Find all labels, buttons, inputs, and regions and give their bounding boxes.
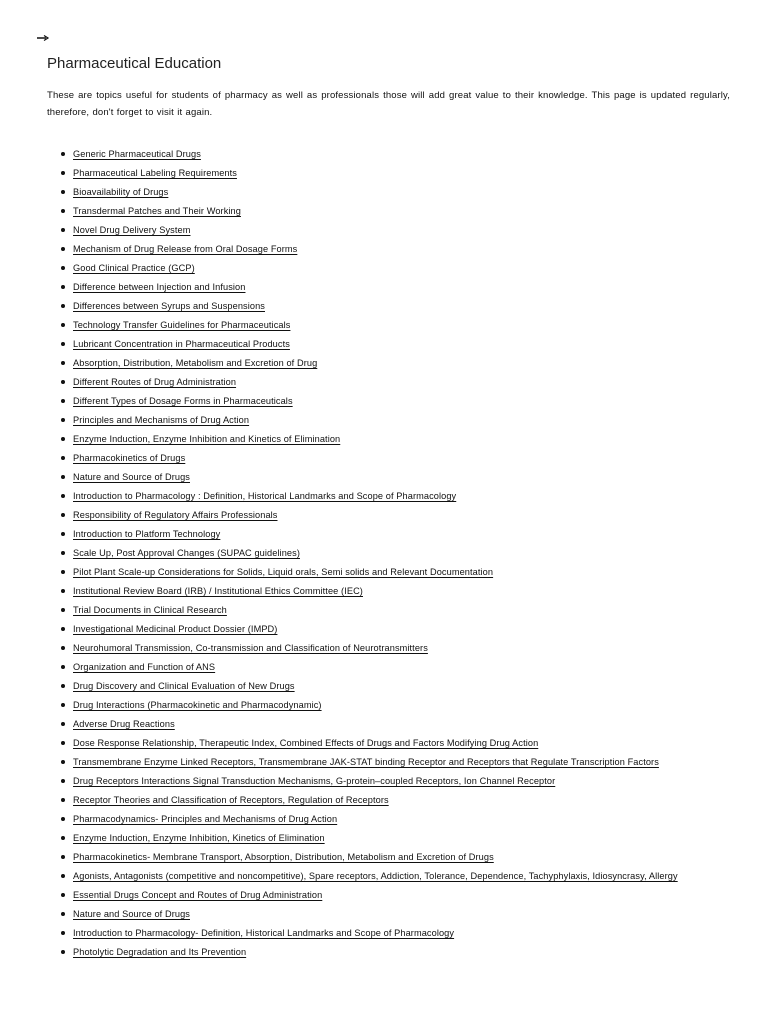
- bullet-icon: [61, 950, 65, 954]
- bullet-icon: [61, 456, 65, 460]
- list-item: [73, 393, 730, 410]
- list-item: [73, 887, 730, 904]
- list-item: [73, 260, 730, 277]
- bullet-icon: [61, 247, 65, 251]
- bullet-icon: [61, 684, 65, 688]
- bullet-icon: [61, 532, 65, 536]
- list-item: [73, 431, 730, 448]
- bullet-icon: [61, 855, 65, 859]
- list-item: [73, 906, 730, 923]
- list-item: [73, 830, 730, 847]
- bullet-icon: [61, 836, 65, 840]
- bullet-icon: [61, 931, 65, 935]
- list-item: [73, 564, 730, 581]
- topics-list: [47, 146, 730, 961]
- topic-link[interactable]: Pharmaceutical Labeling Requirements: [73, 168, 237, 178]
- list-item: [73, 450, 730, 467]
- bullet-icon: [61, 722, 65, 726]
- bullet-icon: [61, 475, 65, 479]
- topic-link[interactable]: Mechanism of Drug Release from Oral Dosage Forms: [73, 244, 298, 254]
- bullet-icon: [61, 646, 65, 650]
- bullet-icon: [61, 570, 65, 574]
- list-item: [73, 754, 730, 771]
- bullet-icon: [61, 494, 65, 498]
- page-title: Pharmaceutical Education: [47, 55, 222, 72]
- list-item: [73, 735, 730, 752]
- list-item: [73, 811, 730, 828]
- topic-link[interactable]: Pharmacokinetics of Drugs: [73, 453, 186, 463]
- list-item: [73, 792, 730, 809]
- list-item: [73, 526, 730, 543]
- list-item: [73, 222, 730, 239]
- topic-link[interactable]: Responsibility of Regulatory Affairs Professionals: [73, 510, 278, 520]
- arrow-mark-icon: [36, 30, 50, 44]
- topic-link[interactable]: Differences between Syrups and Suspensions: [73, 301, 265, 311]
- topic-link[interactable]: Bioavailability of Drugs: [73, 187, 169, 197]
- topic-link[interactable]: Nature and Source of Drugs: [73, 472, 190, 482]
- bullet-icon: [61, 342, 65, 346]
- topic-link[interactable]: Transdermal Patches and Their Working: [73, 206, 241, 216]
- list-item: [73, 469, 730, 486]
- list-item: [73, 697, 730, 714]
- list-item: [73, 488, 730, 505]
- bullet-icon: [61, 551, 65, 555]
- bullet-icon: [61, 760, 65, 764]
- topic-link[interactable]: Organization and Function of ANS: [73, 662, 216, 672]
- bullet-icon: [61, 437, 65, 441]
- list-item: [73, 944, 730, 961]
- bullet-icon: [61, 513, 65, 517]
- topic-link[interactable]: Introduction to Pharmacology- Definition, Historical Landmarks and Scope of Pharmacology: [73, 928, 455, 938]
- bullet-icon: [61, 380, 65, 384]
- bullet-icon: [61, 779, 65, 783]
- bullet-icon: [61, 741, 65, 745]
- topic-link[interactable]: Novel Drug Delivery System: [73, 225, 191, 235]
- list-item: [73, 868, 730, 885]
- topic-link[interactable]: Dose Response Relationship, Therapeutic Index, Combined Effects of Drugs and Factors Modifying Drug Action: [73, 738, 539, 748]
- list-item: [73, 925, 730, 942]
- bullet-icon: [61, 893, 65, 897]
- list-item: [73, 298, 730, 315]
- topic-link[interactable]: Nature and Source of Drugs: [73, 909, 190, 919]
- bullet-icon: [61, 627, 65, 631]
- topic-link[interactable]: Receptor Theories and Classification of Receptors, Regulation of Receptors: [73, 795, 389, 805]
- topic-link[interactable]: Principles and Mechanisms of Drug Action: [73, 415, 250, 425]
- list-item: [73, 602, 730, 619]
- list-item: [73, 659, 730, 676]
- list-item: [73, 184, 730, 201]
- topic-link[interactable]: Investigational Medicinal Product Dossier (IMPD): [73, 624, 278, 634]
- bullet-icon: [61, 266, 65, 270]
- topic-link[interactable]: Introduction to Pharmacology : Definition, Historical Landmarks and Scope of Pharmacology: [73, 491, 457, 501]
- list-item: [73, 640, 730, 657]
- topic-link[interactable]: Pharmacodynamics- Principles and Mechanisms of Drug Action: [73, 814, 338, 824]
- topic-link[interactable]: Essential Drugs Concept and Routes of Drug Administration: [73, 890, 323, 900]
- topic-link[interactable]: Trial Documents in Clinical Research: [73, 605, 227, 615]
- topic-link[interactable]: Introduction to Platform Technology: [73, 529, 221, 539]
- topic-link[interactable]: Pilot Plant Scale-up Considerations for Solids, Liquid orals, Semi solids and Relevant Documentation: [73, 567, 494, 577]
- topic-link[interactable]: Difference between Injection and Infusion: [73, 282, 246, 292]
- bullet-icon: [61, 190, 65, 194]
- topic-link[interactable]: Technology Transfer Guidelines for Pharmaceuticals: [73, 320, 291, 330]
- bullet-icon: [61, 399, 65, 403]
- bullet-icon: [61, 608, 65, 612]
- list-item: [73, 241, 730, 258]
- topic-link[interactable]: Good Clinical Practice (GCP): [73, 263, 195, 273]
- list-item: [73, 203, 730, 220]
- topic-link[interactable]: Drug Interactions (Pharmacokinetic and Pharmacodynamic): [73, 700, 322, 710]
- list-item: [73, 355, 730, 372]
- topic-link[interactable]: Agonists, Antagonists (competitive and noncompetitive), Spare receptors, Addiction, Tolerance, Dependence, Tachyphylaxis, Idiosyncrasy, Allergy: [73, 871, 678, 881]
- list-item: [73, 165, 730, 182]
- topic-link[interactable]: Different Types of Dosage Forms in Pharmaceuticals: [73, 396, 293, 406]
- list-item: [73, 583, 730, 600]
- topic-link[interactable]: Lubricant Concentration in Pharmaceutical Products: [73, 339, 290, 349]
- topic-link[interactable]: Photolytic Degradation and Its Prevention: [73, 947, 247, 957]
- bullet-icon: [61, 665, 65, 669]
- page-content: [47, 54, 730, 963]
- bullet-icon: [61, 798, 65, 802]
- topic-link[interactable]: Enzyme Induction, Enzyme Inhibition, Kinetics of Elimination: [73, 833, 325, 843]
- topic-link[interactable]: Enzyme Induction, Enzyme Inhibition and Kinetics of Elimination: [73, 434, 341, 444]
- bullet-icon: [61, 228, 65, 232]
- list-item: [73, 317, 730, 334]
- topic-link[interactable]: Drug Discovery and Clinical Evaluation of New Drugs: [73, 681, 295, 691]
- topic-link[interactable]: Generic Pharmaceutical Drugs: [73, 149, 201, 159]
- bullet-icon: [61, 209, 65, 213]
- intro-paragraph: These are topics useful for students of pharmacy as well as professionals those will add great value to their knowledge. This page is updated regularly, therefore, don't forget to visit it again.: [47, 90, 730, 118]
- list-item: [73, 545, 730, 562]
- bullet-icon: [61, 703, 65, 707]
- bullet-icon: [61, 912, 65, 916]
- list-item: [73, 412, 730, 429]
- bullet-icon: [61, 817, 65, 821]
- topic-link[interactable]: Transmembrane Enzyme Linked Receptors, Transmembrane JAK-STAT binding Receptor and Receptors that Regulate Transcription Factors: [73, 757, 659, 767]
- bullet-icon: [61, 323, 65, 327]
- list-item: [73, 621, 730, 638]
- bullet-icon: [61, 171, 65, 175]
- list-item: [73, 146, 730, 163]
- bullet-icon: [61, 304, 65, 308]
- list-item: [73, 849, 730, 866]
- topic-link[interactable]: Pharmacokinetics- Membrane Transport, Absorption, Distribution, Metabolism and Excretion of Drugs: [73, 852, 494, 862]
- bullet-icon: [61, 874, 65, 878]
- list-item: [73, 507, 730, 524]
- topic-link[interactable]: Different Routes of Drug Administration: [73, 377, 237, 387]
- bullet-icon: [61, 418, 65, 422]
- topic-link[interactable]: Neurohumoral Transmission, Co-transmission and Classification of Neurotransmitters: [73, 643, 428, 653]
- list-item: [73, 336, 730, 353]
- bullet-icon: [61, 361, 65, 365]
- topic-link[interactable]: Institutional Review Board (IRB) / Institutional Ethics Committee (IEC): [73, 586, 363, 596]
- list-item: [73, 279, 730, 296]
- topic-link[interactable]: Scale Up, Post Approval Changes (SUPAC guidelines): [73, 548, 300, 558]
- topic-link[interactable]: Drug Receptors Interactions Signal Transduction Mechanisms, G-protein–coupled Receptors, Ion Channel Receptor: [73, 776, 556, 786]
- bullet-icon: [61, 152, 65, 156]
- bullet-icon: [61, 589, 65, 593]
- bullet-icon: [61, 285, 65, 289]
- topic-link[interactable]: Absorption, Distribution, Metabolism and Excretion of Drug: [73, 358, 318, 368]
- list-item: [73, 374, 730, 391]
- list-item: [73, 773, 730, 790]
- topic-link[interactable]: Adverse Drug Reactions: [73, 719, 175, 729]
- list-item: [73, 678, 730, 695]
- list-item: [73, 716, 730, 733]
